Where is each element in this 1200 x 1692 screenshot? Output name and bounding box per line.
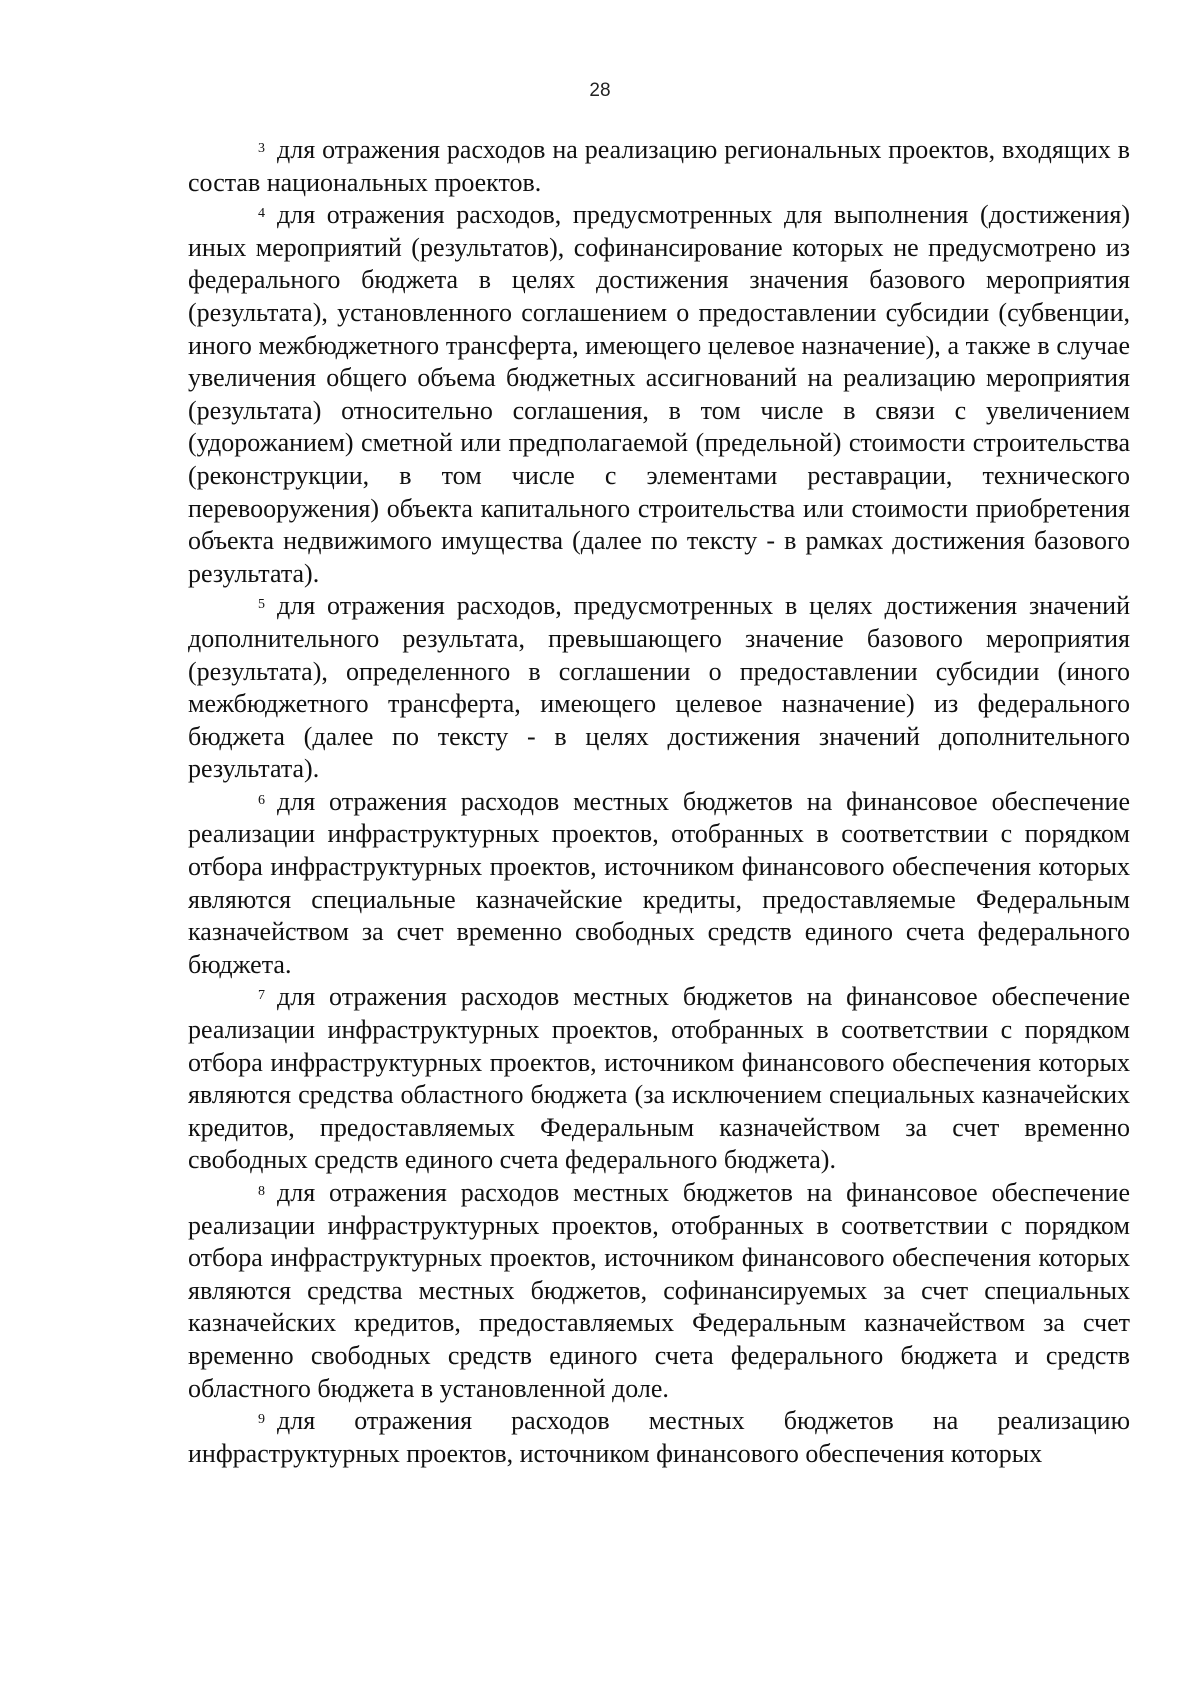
footnote-marker: 5 (258, 597, 265, 613)
footnote-7 (188, 981, 1130, 1177)
footnote-text: для отражения расходов на реализацию региональных проектов, входящих в состав национальных проектов. (188, 135, 1130, 197)
footnote-3 (188, 134, 1130, 199)
footnote-8 (188, 1177, 1130, 1405)
footnotes-body (188, 134, 1130, 1470)
footnote-9 (188, 1405, 1130, 1470)
page-number: 28 (589, 80, 611, 101)
footnote-6 (188, 786, 1130, 982)
footnote-marker: 8 (258, 1184, 265, 1199)
footnote-marker: 9 (258, 1412, 265, 1428)
footnote-marker: 3 (258, 141, 265, 156)
footnote-4 (188, 199, 1130, 590)
footnote-text: для отражения расходов местных бюджетов на реализацию инфраструктурных проектов, источником финансового обеспечения которых (188, 1406, 1130, 1468)
footnote-text: для отражения расходов местных бюджетов на финансовое обеспечение реализации инфраструктурных проектов, отобранных в соответствии с порядком отбора инфраструктурных проектов, источником финансового обеспечения которых являются средства местных бюджетов, софинансируемых за счет специальных казначейских кредитов, предоставляемых Федеральным казначейством за счет временно свободных средств единого счета федерального бюджета и средств областного бюджета в установленной доле. (188, 1178, 1130, 1403)
footnote-5 (188, 590, 1130, 786)
footnote-text: для отражения расходов, предусмотренных для выполнения (достижения) иных мероприятий (результатов), софинансирование которых не предусмотрено из федерального бюджета в целях достижения значения базового мероприятия (результата), установленного соглашением о предоставлении субсидии (субвенции, иного межбюджетного трансферта, имеющего целевое назначение), а также в случае увеличения общего объема бюджетных ассигнований на реализацию мероприятия (результата) относительно соглашения, в том числе в связи с увеличением (удорожанием) сметной или предполагаемой (предельной) стоимости строительства (реконструкции, в том числе с элементами реставрации, технического перевооружения) объекта капитального строительства или стоимости приобретения объекта недвижимого имущества (далее по тексту - в рамках достижения базового результата). (188, 200, 1130, 588)
footnote-text: для отражения расходов, предусмотренных в целях достижения значений дополнительного результата, превышающего значение базового мероприятия (результата), определенного в соглашении о предоставлении субсидии (иного межбюджетного трансферта, имеющего целевое назначение) из федерального бюджета (далее по тексту - в целях достижения значений дополнительного результата). (188, 591, 1130, 784)
footnote-marker: 4 (258, 206, 265, 222)
footnote-text: для отражения расходов местных бюджетов на финансовое обеспечение реализации инфраструктурных проектов, отобранных в соответствии с порядком отбора инфраструктурных проектов, источником финансового обеспечения которых являются специальные казначейские кредиты, предоставляемые Федеральным казначейством за счет временно свободных средств единого счета федерального бюджета. (188, 786, 1130, 979)
footnote-marker: 7 (258, 988, 265, 1004)
footnote-marker: 6 (258, 792, 265, 808)
footnote-text: для отражения расходов местных бюджетов на финансовое обеспечение реализации инфраструктурных проектов, отобранных в соответствии с порядком отбора инфраструктурных проектов, источником финансового обеспечения которых являются средства областного бюджета (за исключением специальных казначейских кредитов, предоставляемых Федеральным казначейством за счет временно свободных средств единого счета федерального бюджета). (188, 982, 1130, 1175)
